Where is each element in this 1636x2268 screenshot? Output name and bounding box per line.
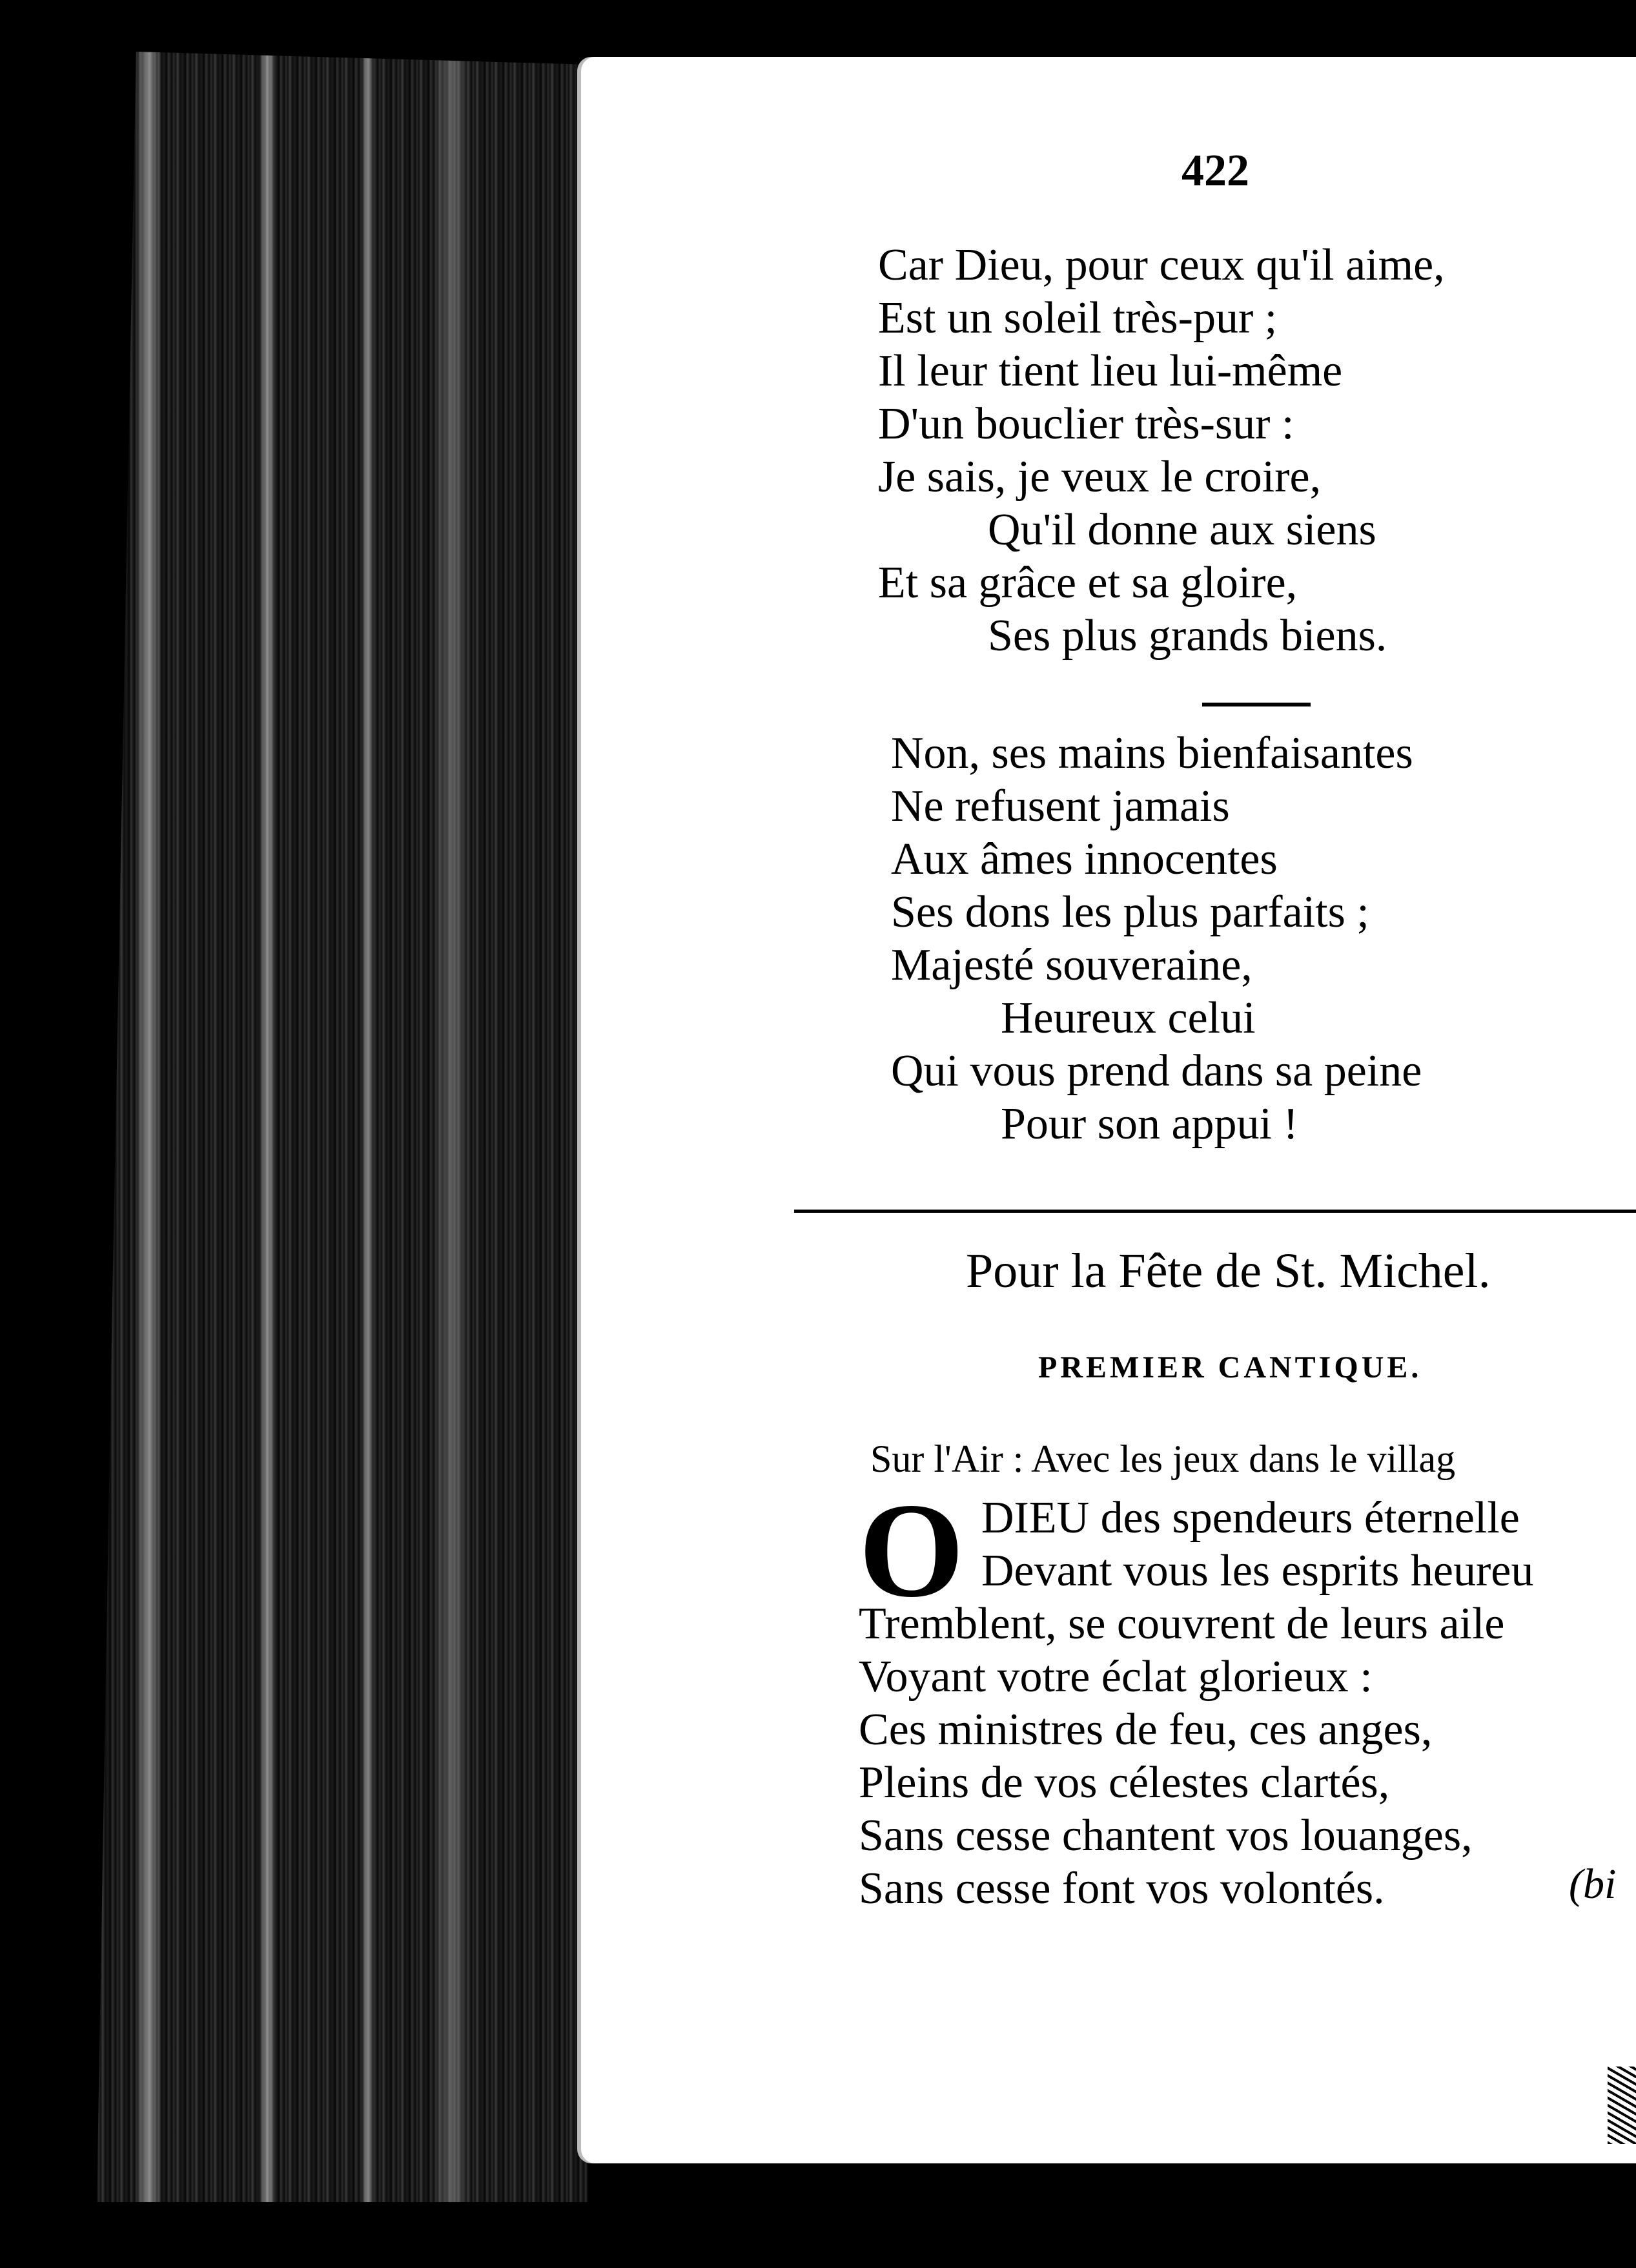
verse-line: DIEU des spendeurs éternelle xyxy=(981,1493,1520,1543)
verse-line: Il leur tient lieu lui-même xyxy=(878,346,1343,396)
tune-indication: Sur l'Air : Avec les jeux dans le villag xyxy=(870,1438,1456,1480)
verse-line: Sans cesse chantent vos louanges, xyxy=(859,1811,1473,1861)
verse-line: Qu'il donne aux siens xyxy=(988,505,1376,555)
page-edge-highlight xyxy=(136,52,161,2202)
book-page-edges xyxy=(97,52,588,2202)
verse-line: Voyant votre éclat glorieux : xyxy=(859,1652,1373,1702)
hymn-stanza xyxy=(859,1492,1636,1915)
section-title: Pour la Fête de St. Michel. xyxy=(966,1244,1491,1298)
verse-line: Qui vous prend dans sa peine xyxy=(891,1046,1422,1096)
verse-line: Devant vous les esprits heureu xyxy=(981,1546,1534,1596)
page-number: 422 xyxy=(1181,146,1249,196)
page-edge-highlight xyxy=(362,52,374,2202)
page-edge-highlight xyxy=(258,52,276,2202)
verse-line: Pour son appui ! xyxy=(1001,1099,1298,1149)
verse-line: Je sais, je veux le croire, xyxy=(878,452,1322,502)
verse-line: Heureux celui xyxy=(1001,993,1256,1043)
stanza-2 xyxy=(891,727,1422,1151)
stanza-1 xyxy=(878,239,1445,663)
page-edge-highlight xyxy=(433,52,471,2202)
verse-line: Est un soleil très-pur ; xyxy=(878,293,1278,343)
verse-line: Non, ses mains bienfaisantes xyxy=(891,728,1413,778)
verse-line: Et sa grâce et sa gloire, xyxy=(878,558,1298,608)
stanza-divider xyxy=(1202,703,1311,706)
verse-line: Ses plus grands biens. xyxy=(988,611,1387,661)
verse-line: Pleins de vos célestes clartés, xyxy=(859,1758,1390,1808)
verse-line: D'un bouclier très-sur : xyxy=(878,399,1294,449)
section-rule xyxy=(794,1210,1636,1213)
repeat-marker: (bi xyxy=(1569,1861,1617,1908)
verse-line: Ces ministres de feu, ces anges, xyxy=(859,1705,1433,1755)
section-subtitle: PREMIER CANTIQUE. xyxy=(1038,1350,1422,1385)
verse-line: Tremblent, se couvrent de leurs aile xyxy=(859,1599,1505,1649)
drop-cap: O xyxy=(859,1492,965,1625)
verse-line: Aux âmes innocentes xyxy=(891,834,1278,884)
verse-line: Car Dieu, pour ceux qu'il aime, xyxy=(878,240,1445,290)
verse-line: Ses dons les plus parfaits ; xyxy=(891,887,1369,937)
verse-line: Majesté souveraine, xyxy=(891,940,1253,990)
verse-line: Ne refusent jamais xyxy=(891,781,1230,831)
verse-line: Sans cesse font vos volontés. xyxy=(859,1864,1385,1913)
binding-thread xyxy=(1608,2067,1636,2144)
